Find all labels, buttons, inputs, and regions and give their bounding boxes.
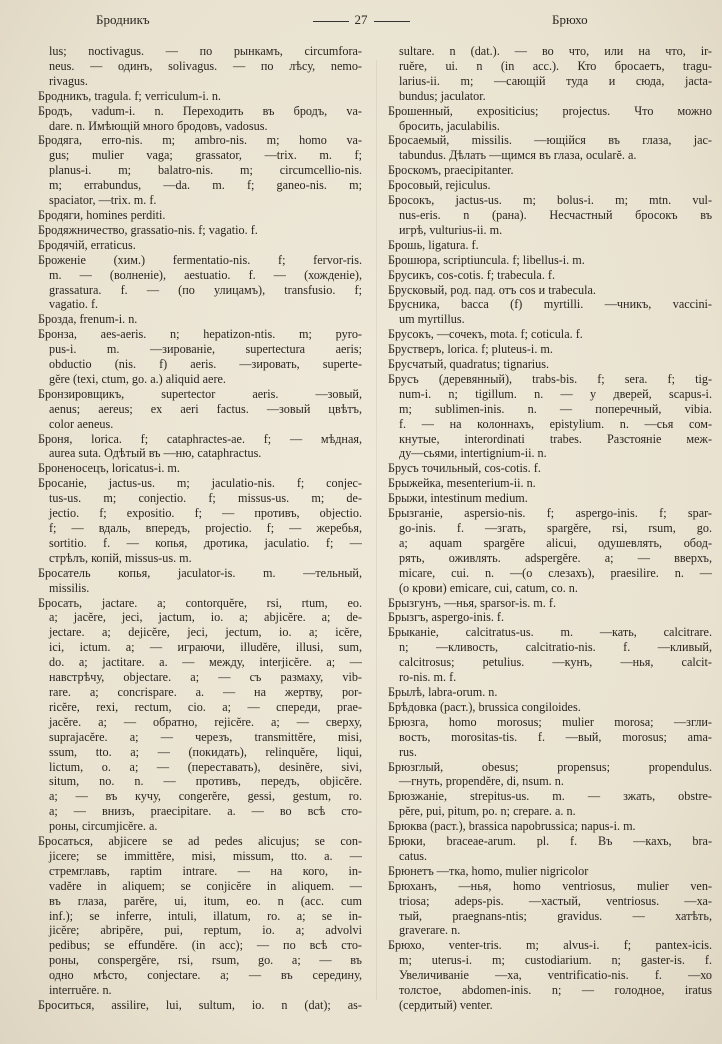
entry-line: Брыжейка, mesenterium-ii. n. [388,476,536,491]
entry-line: Бросокъ, jactus-us. m; bolus-i. m; mtn. vul- [388,193,712,208]
entry-line: grassatura. f. — (по улицамъ), transfusio. f; [49,282,362,297]
entry-line: jectare. a; dejicĕre, jeci, jectum, io. a; icĕre, [49,625,362,640]
dictionary-entry [388,834,712,864]
entry-line: dare. n. Имѣющій много бродовъ, vadosus. [49,118,268,133]
dictionary-entry [388,104,712,134]
entry-line: micare, cui. n. —(о слезахъ), praesilire. n. — [399,565,712,580]
column-gutter [376,60,377,1000]
dictionary-entry [388,685,712,700]
dictionary-entry [388,596,712,611]
entry-line: Бронзировщикъ, supertector aeris. —зовый, [38,386,362,401]
entry-line: a; jacĕre, jeci, jactum, io. a; abjicĕre. a; de- [49,610,362,625]
dictionary-entry [388,253,712,268]
page-number [300,12,422,28]
entry-line: um myrtillus. [399,312,465,327]
entry-line: spaciator, —trix. m. f. [49,193,157,208]
entry-line: Бронза, aes-aeris. n; hepatizon-ntis. m; pyro- [38,327,362,342]
dictionary-entry [38,566,362,596]
entry-line: f; — вдаль, впередъ, projectio. f; — жеребья, [49,521,362,535]
dictionary-entry-continuation [38,44,362,89]
running-head-right: Брюхо [552,12,588,27]
entry-line: Брѣдовка (раст.), brussica congiloides. [388,699,581,714]
entry-line: Брусчатый, quadratus; tignarius. [388,357,550,372]
dictionary-entry [388,879,712,939]
entry-line: Броня, lorica. f; cataphractes-ae. f; — мѣдная, [38,431,362,446]
entry-line: Увеличиваніе —ха, ventrificatio-nis. f. —хо [399,968,712,983]
dictionary-entry [38,432,362,462]
entry-line: Брыжи, intestinum medium. [388,491,528,506]
entry-line: pus-i. m. —зированіе, supertectura aeris; [49,342,362,357]
dictionary-entry [38,312,362,327]
entry-line: sortitio. f. — копья, дротика, jaculatio. f; — [49,535,362,550]
entry-line: aurea suta. Одѣтый въ —ню, cataphractus. [49,446,262,461]
entry-line: въ глаза, parĕre, ui, itum, eo. n (acc. cum [49,893,362,908]
entry-line: Бродникъ, tragula. f; verriculum-i. n. [38,88,221,103]
entry-line: gĕre (texi, ctum, go. a.) aliquid aere. [49,371,226,386]
entry-line: роны, circumjicĕre. a. [49,819,158,834]
entry-line: nus-eris. n (рана). Несчастный бросокъ въ [399,207,712,222]
entry-line: go-inis. f. —згать, spargĕre, rsi, rsum, go. [399,521,712,535]
entry-line: Бросовый, rejiculus. [388,178,491,193]
dictionary-entry [38,998,362,1013]
dictionary-entry [388,327,712,342]
dictionary-entry [38,223,362,238]
dictionary-entry [388,133,712,163]
entry-line: rus. [399,744,417,759]
dictionary-entry [388,610,712,625]
entry-line: jicĕre; abripĕre, pui, reptum, io. a; advolvi [49,923,362,938]
entry-line: Брусника, bacca (f) myrtilli. —чникъ, vaccini- [388,297,712,312]
dictionary-entry [388,178,712,193]
dictionary-entry [388,193,712,238]
entry-line: jicere; se immittĕre, misi, missum, tto. a. — [49,848,362,863]
entry-line: calcitrosus; petulius. —кунъ, —нья, calcit- [399,655,712,670]
entry-line: Бросать, jactare. a; contorquĕre, rsi, rtum, eo. [38,595,362,610]
dictionary-entry [388,357,712,372]
entry-line: a; — въ кучу, congerĕre, gessi, gestum, ro. [49,789,362,804]
dictionary-entry [388,715,712,760]
dictionary-entry [388,760,712,790]
entry-line: Броженіе (хим.) fermentatio-nis. f; fervor-ris. [38,252,362,267]
entry-line: color aeneus. [49,416,114,431]
entry-line: ssum, tto. a; — (покидать), relinquĕre, liqui, [49,744,362,759]
entry-line: (сердитый) venter. [399,998,493,1012]
entry-line: Брусъ точильный, cos-cotis. f. [388,461,541,476]
entry-line: роны, conspergĕre, rsi, rsum, go. a; — въ [49,953,362,968]
dictionary-entry [388,819,712,834]
dictionary-entry [388,268,712,283]
entry-line: ruĕre, ui. n (in acc.). Кто бросаетъ, tragu- [399,58,712,73]
dictionary-entry [38,596,362,835]
dictionary-entry [388,864,712,879]
entry-line: jacĕre. a; — обратно, rejicĕre. a; — сверху, [49,714,362,729]
right-column [388,44,712,1013]
dictionary-entry [38,238,362,253]
entry-line: interruĕre. n. [49,983,112,998]
entry-line: rivagus. [49,73,88,88]
header-rule [374,21,410,22]
dictionary-entry [388,342,712,357]
entry-line: Брылѣ, labra-orum. n. [388,684,498,699]
entry-line: catus. [399,848,428,863]
entry-line: игрѣ, vulturius-ii. m. [399,222,503,237]
entry-line: Брюханъ, —нья, homo ventriosus, mulier ven- [388,878,712,893]
entry-line: jectio. f; expositio. f; — противъ, objectio. [49,506,362,521]
header-rule [313,21,349,22]
entry-line: f. — на колоннахъ, epistylium. n. —сья сом- [399,416,712,431]
entry-line: Брусковый, род. пад. отъ cos и trabecula. [388,282,596,297]
entry-line: Брошенный, expositicius; projectus. Что можно [388,103,712,118]
entry-line: Броситься, assilire, lui, sultum, io. n (dat); as- [38,998,362,1012]
entry-line: (о крови) emicare, cui, catum, co. n. [399,580,578,595]
dictionary-entry [388,461,712,476]
entry-line: тый, praegnans-ntis; gravidus. — хатѣть, [399,908,712,923]
entry-line: suprajacĕre. a; — черезъ, transmittĕre, misi, [49,729,362,744]
dictionary-entry [388,625,712,685]
dictionary-entry [38,461,362,476]
entry-line: Брюзга, homo morosus; mulier morosa; —згли- [388,714,712,729]
entry-line: tabundus. Дѣлать —щимся въ глаза, ocularĕ. a. [399,148,637,163]
entry-line: Брызгунъ, —нья, sparsor-is. m. f. [388,595,556,610]
entry-line: Брюзжаніе, strepitus-us. m. — зжать, obstre- [388,789,712,804]
dictionary-entry [38,834,362,998]
entry-line: lictum, o. a; — (переставать), desinĕre, sivi, [49,759,362,774]
entry-line: Бросатель копья, jaculator-is. m. —тельный, [38,565,362,580]
dictionary-entry [388,297,712,327]
dictionary-entry [38,476,362,565]
entry-line: vadĕre in aliquem; se conjicĕre in aliquem. — [49,878,362,893]
entry-line: vagatio. f. [49,297,99,312]
entry-line: m; errabundus, —da. m. f; ganeo-nis. m; [49,178,362,193]
entry-line: gus; mulier vaga; grassator, —trix. m. f; [49,148,362,163]
entry-line: Брустверъ, lorica. f; pluteus-i. m. [388,342,553,357]
entry-line: ici, ictum. a; — играючи, illudĕre, illusi, sum, [49,640,362,655]
dictionary-entry [388,238,712,253]
entry-line: Бродъ, vadum-i. n. Переходить въ бродъ, va- [38,103,362,118]
dictionary-entry [388,491,712,506]
entry-line: inf.); se inferre, intuli, illatum, ro. a; se in- [49,908,362,923]
entry-line: вость, morositas-tis. f. —вый, morosus; ama- [399,729,712,744]
entry-line: Брусокъ, —сочекъ, mota. f; coticula. f. [388,327,583,342]
entry-line: situm, no. n. — противъ, передъ, objicĕre. [49,774,362,789]
dictionary-entry [388,283,712,298]
entry-line: Бродяга, erro-nis. m; ambro-nis. m; homo va- [38,133,362,148]
entry-line: Бросаніе, jactus-us. m; jaculatio-nis. f; conjec- [38,476,362,491]
running-head-left: Бродникъ [96,12,150,27]
entry-line: a; — внизъ, praecipitare. a. — во всѣ сто- [49,804,362,819]
entry-line: стрѣлъ, копій, missus-us. m. [49,550,192,565]
entry-line: planus-i. m; balatro-nis. m; circumcellio-nis. [49,163,362,178]
dictionary-entry [388,938,712,1013]
dictionary-entry [38,327,362,387]
entry-line: навстрѣчу, objectare. a; — съ размаху, vib- [49,670,362,685]
entry-line: Брюнетъ —тка, homo, mulier nigricolor [388,863,589,878]
entry-line: рять, оживлять. adspergĕre. a; — вверхъ, [399,550,712,565]
entry-line: pedibus; se effundĕre. (in acc); — по всѣ сто- [49,938,362,953]
dictionary-entry [388,789,712,819]
entry-line: Бродячій, erraticus. [38,237,136,252]
entry-line: Брусъ (деревянный), trabs-bis. f; sera. f; tig- [388,371,712,386]
entry-line: lus; noctivagus. — по рынкамъ, circumfora- [49,44,362,58]
entry-line: Брошь, ligatura. f. [388,237,479,252]
entry-line: graverare. n. [399,923,461,938]
dictionary-entry [38,133,362,208]
entry-line: Бросаемый, missilis. —ющійся въ глаза, jac- [388,133,712,148]
entry-line: Бродяжничество, grassatio-nis. f; vagatio. f. [38,222,258,237]
entry-line: одно мѣсто, conjectare. a; — въ середину, [49,968,362,983]
entry-line: ro-nis. m. f. [399,670,457,685]
dictionary-entry [38,104,362,134]
entry-line: бросить, jaculabilis. [399,118,500,133]
entry-line: толстое, abdomen-inis. n; — голодное, iratus [399,983,712,998]
entry-line: m; uterus-i. m; custodiarium. n; gaster-is. f. [399,953,712,968]
entry-line: Бросаться, abjicere se ad pedes alicujus; se con- [38,834,362,849]
entry-line: a; aquam spargĕre alicui, одушевлять, обод- [399,535,712,550]
entry-line: obductio (nis. f) aeris. —зировать, superte- [49,357,362,372]
entry-line: bundus; jaculator. [399,88,486,103]
entry-line: num-i. n; tigillum. n. — у дверей, scapus-i. [399,386,712,401]
entry-line: Брозда, frenum-i. n. [38,312,138,327]
entry-line: Брыканіе, calcitratus-us. m. —кать, calcitrare. [388,625,712,640]
dictionary-entry [388,700,712,715]
entry-line: larius-ii. m; —сающій туда и сюда, jacta- [399,73,712,88]
entry-line: pĕre, pui, pitum, po. n; crepare. a. n. [399,804,576,819]
dictionary-entry [388,506,712,595]
entry-line: Брюква (раст.), brassica napobrussica; napus-i. m. [388,819,636,834]
entry-line: rare. a; concrispare. a. — на жертву, por- [49,684,362,699]
entry-line: Брошюра, scriptiuncula. f; libellus-i. m. [388,252,585,267]
entry-line: m. — (волненіе), aestuatio. f. — (хожденіе), [49,267,362,282]
entry-line: ду—сьями, intertignium-ii. n. [399,446,547,461]
entry-line: do. a; jactitare. a. — между, interjicĕre. a; — [49,655,362,670]
left-column [38,44,362,1013]
dictionary-entry [388,163,712,178]
dictionary-entry [38,253,362,313]
dictionary-entry [388,476,712,491]
entry-line: Брюхо, venter-tris. m; alvus-i. f; pantex-icis. [388,938,712,953]
dictionary-entry [38,387,362,432]
entry-line: Броненосецъ, loricatus-i. m. [38,461,180,476]
dictionary-entry [38,89,362,104]
entry-line: neus. — одинъ, solivagus. — по лѣсу, nemo- [49,58,362,73]
entry-line: tus-us. m; conjectio. f; missus-us. m; de- [49,491,362,506]
entry-line: кнутые, interordinati trabes. Разстояніе меж- [399,431,712,446]
page-number-text: 27 [354,12,368,27]
entry-line: m; sublimen-inis. n. — поперечный, vibia. [399,401,712,416]
entry-line: Брызгъ, aspergo-inis. f. [388,610,505,625]
entry-line: missilis. [49,580,90,595]
entry-line: Броскомъ, praecipitanter. [388,163,514,178]
entry-line: Брюзглый, obesus; propensus; propendulus. [388,759,712,774]
entry-line: —гнуть, propendĕre, di, nsum. n. [399,774,564,789]
entry-line: стремглавъ, raptim intrare. — на кого, in- [49,863,362,878]
dictionary-entry [38,208,362,223]
entry-line: Брызганіе, aspersio-nis. f; aspergo-inis. f; spar- [388,506,712,521]
entry-line: Брусикъ, cos-cotis. f; trabecula. f. [388,267,556,282]
dictionary-entry [388,372,712,461]
entry-line: Брюки, braceae-arum. pl. f. Въ —кахъ, bra- [388,834,712,849]
dictionary-entry-continuation [388,44,712,104]
entry-line: triosa; adeps-pis. —хастый, ventriosus. —ха- [399,893,712,908]
entry-line: Бродяги, homines perditi. [38,207,166,222]
entry-line: n; —кливость, calcitratio-nis. f. —кливый, [399,640,712,655]
entry-line: ricĕre, rexi, rectum, cio. a; — спереди, prae- [49,699,362,714]
entry-line: sultare. n (dat.). — во что, или на что, ir- [399,44,712,58]
entry-line: aenus; aereus; ex aeri factus. —зовый цвѣтъ, [49,401,362,416]
